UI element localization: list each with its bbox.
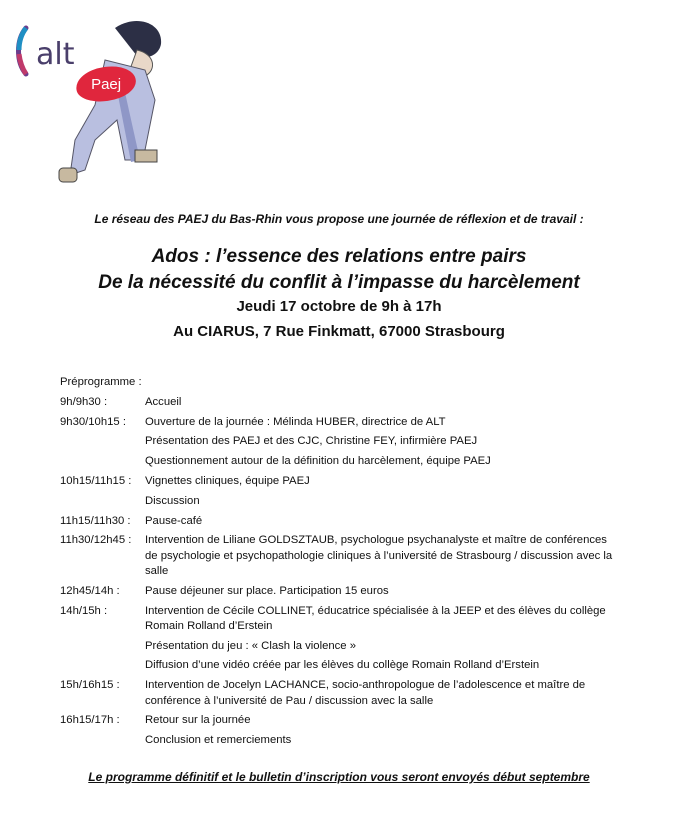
- schedule-time: 12h45/14h :: [60, 584, 120, 597]
- schedule-time: [60, 637, 145, 657]
- schedule-time: 10h15/11h15 :: [60, 474, 132, 487]
- schedule-row: [60, 413, 620, 433]
- schedule-time: 14h/15h :: [60, 604, 108, 617]
- schedule-time: [60, 492, 145, 512]
- schedule-row: [60, 492, 620, 512]
- event-date: Jeudi 17 octobre de 9h à 17h: [236, 298, 442, 315]
- svg-text:alt: alt: [36, 37, 75, 72]
- schedule-item: Intervention de Jocelyn LACHANCE, socio-anthropologue de l’adolescence et maître de conférence à l’université de Pau / discussion avec la salle: [145, 679, 586, 707]
- schedule-time: 15h/16h15 :: [60, 679, 120, 692]
- schedule-item: Vignettes cliniques, équipe PAEJ: [145, 474, 310, 487]
- intro-text: Le réseau des PAEJ du Bas-Rhin vous propose une journée de réflexion et de travail :: [94, 212, 584, 226]
- schedule-item: Conclusion et remerciements: [145, 734, 292, 747]
- schedule-time: 9h30/10h15 :: [60, 415, 126, 428]
- schedule-time: 11h15/11h30 :: [60, 514, 131, 527]
- schedule-row: [60, 393, 620, 413]
- event-title: Ados : l’essence des relations entre pairs: [151, 246, 527, 267]
- schedule-time: 11h30/12h45 :: [60, 534, 132, 547]
- schedule-item: Intervention de Liliane GOLDSZTAUB, psychologue psychanalyste et maître de conférences de psychologie et psychopathologie cliniques à l’université de Strasbourg / discussion avec la salle: [145, 534, 613, 578]
- schedule-item: Ouverture de la journée : Mélinda HUBER, directrice de ALT: [145, 415, 446, 428]
- schedule-time: [60, 656, 145, 676]
- schedule-row: [60, 472, 620, 492]
- schedule-row: [60, 656, 620, 676]
- schedule-item: Pause-café: [145, 514, 203, 527]
- schedule-item: Discussion: [145, 494, 200, 507]
- program-schedule: [60, 373, 620, 751]
- event-location: Au CIARUS, 7 Rue Finkmatt, 67000 Strasbourg: [173, 323, 505, 340]
- schedule-row: [60, 512, 620, 532]
- schedule-time: 16h15/17h :: [60, 714, 120, 727]
- schedule-row: [60, 582, 620, 602]
- schedule-time: [60, 731, 145, 751]
- schedule-item: Intervention de Cécile COLLINET, éducatrice spécialisée à la JEEP et des élèves du collège Romain Rolland d’Erstein: [145, 604, 606, 633]
- schedule-item: Accueil: [145, 395, 182, 408]
- schedule-time: [60, 452, 145, 472]
- schedule-item: Présentation du jeu : « Clash la violence »: [145, 639, 357, 652]
- schedule-row: [60, 432, 620, 452]
- schedule-row: [60, 452, 620, 472]
- schedule-item: Diffusion d’une vidéo créée par les élèves du collège Romain Rolland d’Erstein: [145, 659, 540, 672]
- program-heading: Préprogramme :: [60, 376, 142, 388]
- schedule-row: [60, 531, 620, 582]
- schedule-row: [60, 602, 620, 637]
- schedule-item: Présentation des PAEJ et des CJC, Christine FEY, infirmière PAEJ: [145, 435, 478, 448]
- schedule-item: Pause déjeuner sur place. Participation 15 euros: [145, 584, 389, 597]
- schedule-row: [60, 676, 620, 711]
- paej-badge-label: Paej: [90, 75, 122, 93]
- schedule-row: [60, 731, 620, 751]
- schedule-time: 9h/9h30 :: [60, 395, 108, 408]
- event-subtitle: De la nécessité du conflit à l’impasse du harcèlement: [98, 272, 580, 293]
- schedule-row: [60, 637, 620, 657]
- schedule-row: [60, 711, 620, 731]
- footer-notice: Le programme définitif et le bulletin d’inscription vous seront envoyés début septembre: [88, 770, 590, 784]
- schedule-item: Questionnement autour de la définition du harcèlement, équipe PAEJ: [145, 455, 491, 468]
- schedule-time: [60, 432, 145, 452]
- schedule-item: Retour sur la journée: [145, 714, 251, 727]
